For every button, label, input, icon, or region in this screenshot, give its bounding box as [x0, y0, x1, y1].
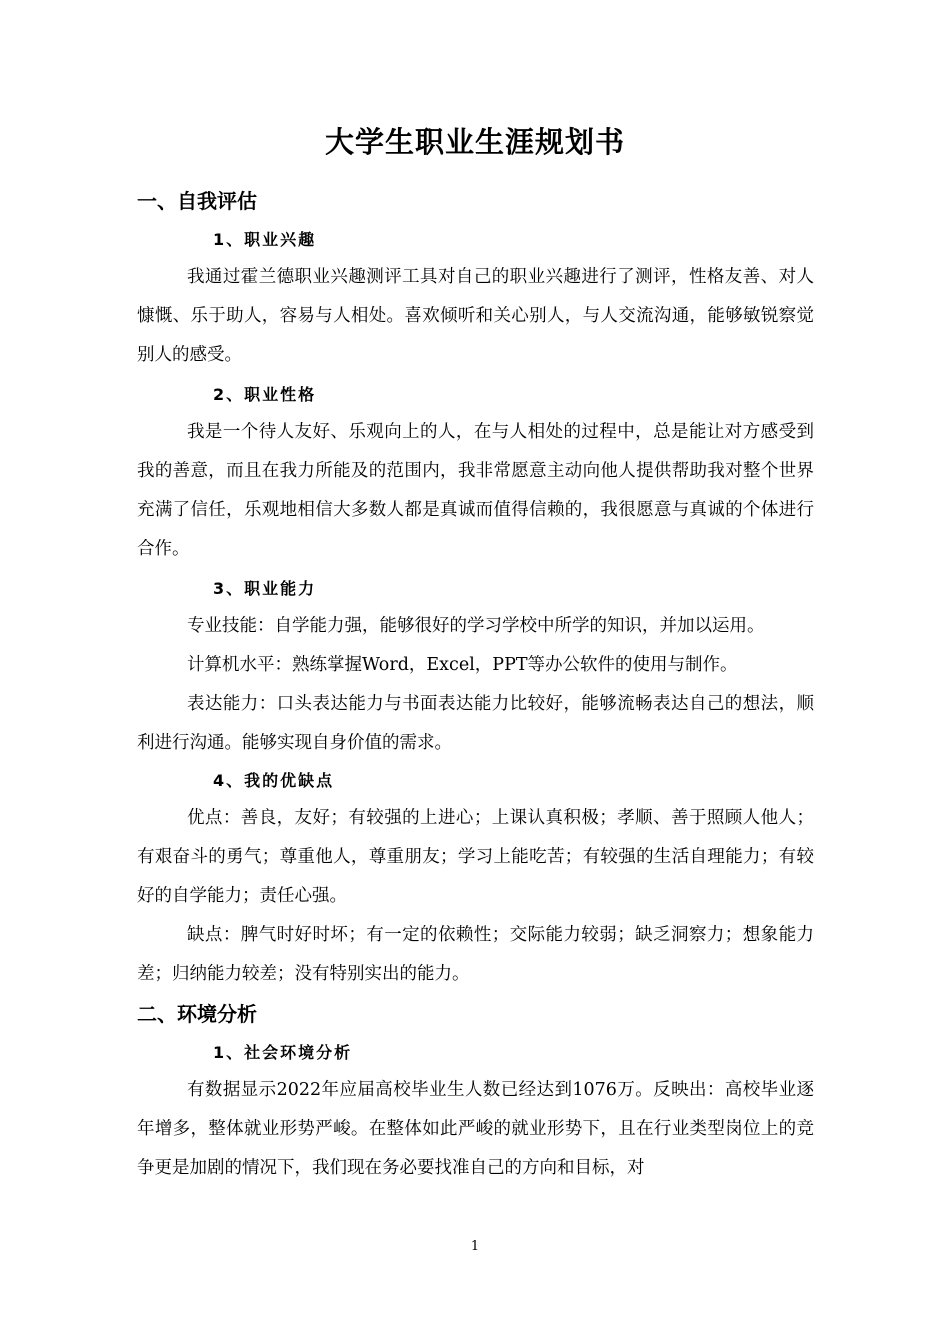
paragraph-weaknesses: 缺点：脾气时好时坏；有一定的依赖性；交际能力较弱；缺乏洞察力；想象能力差；归纳能力较差；没有特别实出的能力。 [137, 925, 814, 984]
section-heading-self-assessment: 一、自我评估 [137, 189, 257, 213]
page-number: 1 [470, 1239, 480, 1254]
section-heading-environment-analysis: 二、环境分析 [137, 1002, 257, 1026]
subheading-career-personality: 2、职业性格 [213, 385, 317, 404]
paragraph-expression-ability: 表达能力：口头表达能力与书面表达能力比较好，能够流畅表达自己的想法，顺利进行沟通。能够实现自身价值的需求。 [137, 694, 814, 753]
paragraph-social-environment: 有数据显示2022年应届高校毕业生人数已经达到1076万。反映出：高校毕业逐年增多，整体就业形势严峻。在整体如此严峻的就业形势下，且在行业类型岗位上的竞争更是加剧的情况下，我们现在务必要找准自己的方向和目标，对 [137, 1080, 814, 1178]
subheading-career-ability: 3、职业能力 [213, 579, 317, 598]
document-title: 大学生职业生涯规划书 [324, 125, 625, 159]
paragraph-professional-skills: 专业技能：自学能力强，能够很好的学习学校中所学的知识，并加以运用。 [187, 616, 765, 636]
paragraph-computer-level: 计算机水平：熟练掌握Word，Excel，PPT等办公软件的使用与制作。 [187, 655, 738, 675]
subheading-career-interest: 1、职业兴趣 [213, 230, 317, 249]
paragraph-career-interest: 我通过霍兰德职业兴趣测评工具对自己的职业兴趣进行了测评，性格友善、对人慷慨、乐于助人，容易与人相处。喜欢倾听和关心别人，与人交流沟通，能够敏锐察觉别人的感受。 [137, 267, 814, 365]
paragraph-strengths: 优点：善良，友好；有较强的上进心；上课认真积极；孝顺、善于照顾人他人；有艰奋斗的勇气；尊重他人，尊重朋友；学习上能吃苦；有较强的生活自理能力；有较好的自学能力；责任心强。 [137, 808, 814, 906]
paragraph-career-personality: 我是一个待人友好、乐观向上的人，在与人相处的过程中，总是能让对方感受到我的善意，而且在我力所能及的范围内，我非常愿意主动向他人提供帮助我对整个世界充满了信任，乐观地相信大多数人都是真诚而值得信赖的，我很愿意与真诚的个体进行合作。 [137, 422, 814, 559]
subheading-strengths-weaknesses: 4、我的优缺点 [213, 771, 335, 790]
subheading-social-environment: 1、社会环境分析 [213, 1043, 353, 1062]
